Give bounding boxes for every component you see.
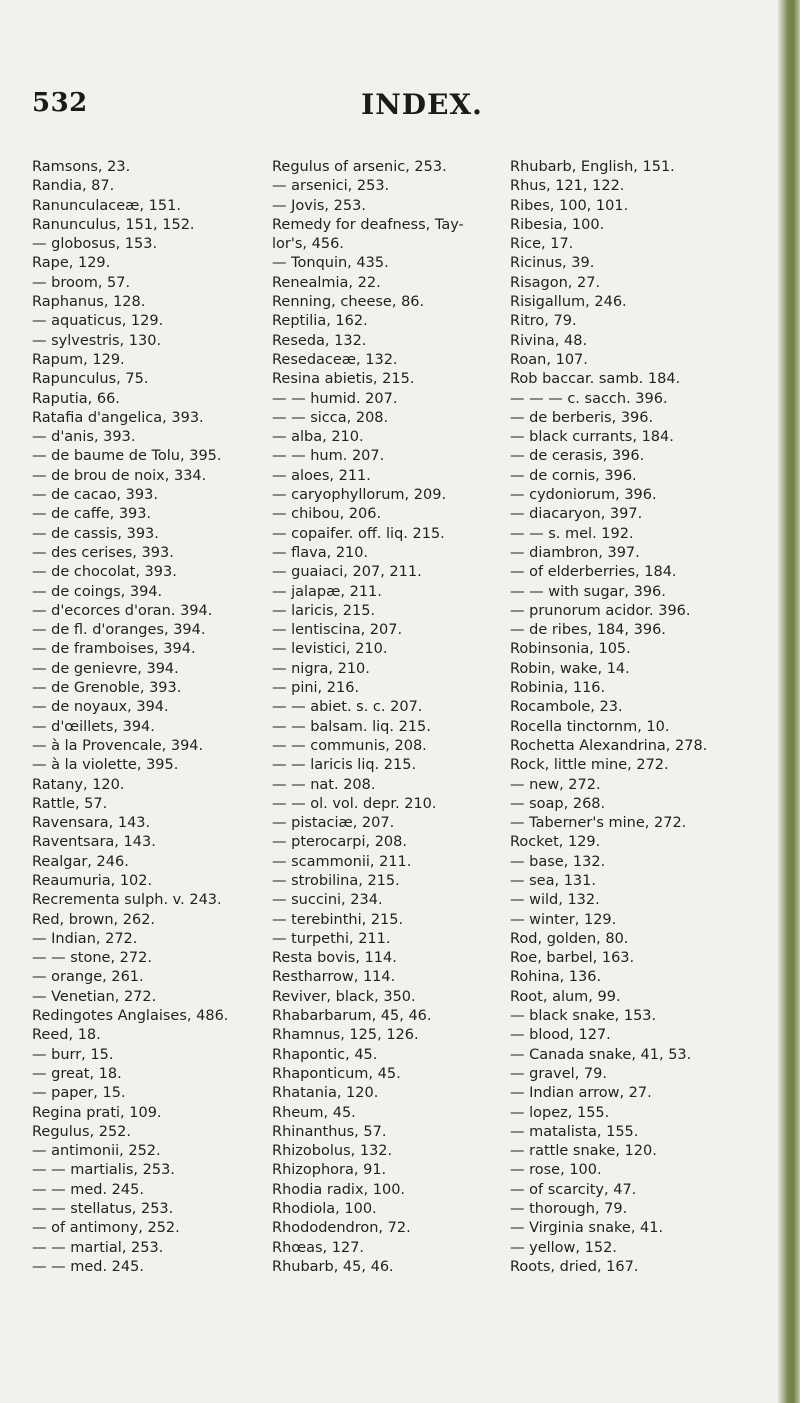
index-entry: — de brou de noix, 334.	[32, 467, 207, 484]
running-head: INDEX.	[361, 88, 483, 121]
index-entry: — rattle snake, 120.	[510, 1143, 657, 1160]
index-entry: Ribesia, 100.	[510, 216, 605, 233]
index-entry: Rhabarbarum, 45, 46.	[272, 1008, 432, 1025]
index-column-3	[510, 158, 760, 1277]
index-entry: — Venetian, 272.	[32, 988, 157, 1005]
index-entry: Ramsons, 23.	[32, 159, 131, 175]
index-entry: lor's, 456.	[272, 236, 344, 253]
index-entry: — rose, 100.	[510, 1162, 602, 1179]
index-entry: — — nat. 208.	[272, 776, 376, 793]
index-entry: — de ribes, 184, 396.	[510, 622, 666, 639]
index-entry: Renning, cheese, 86.	[272, 294, 425, 311]
index-entry: — — stellatus, 253.	[32, 1201, 174, 1218]
index-entry: Rhus, 121, 122.	[510, 178, 625, 195]
index-entry: Resta bovis, 114.	[272, 950, 397, 967]
index-entry: Roots, dried, 167.	[510, 1258, 639, 1275]
index-entry: — de berberis, 396.	[510, 409, 654, 426]
index-column-1	[32, 158, 282, 1277]
index-entry: — Taberner's mine, 272.	[510, 815, 687, 832]
index-entry: — de baume de Tolu, 395.	[32, 448, 222, 465]
index-entry: — Tonquin, 435.	[272, 255, 389, 272]
index-entry: Resedaceæ, 132.	[272, 351, 398, 368]
index-entry: — burr, 15.	[32, 1046, 114, 1063]
index-entry: — — laricis liq. 215.	[272, 757, 417, 774]
index-entry: Rattle, 57.	[32, 795, 108, 812]
index-entry: Recrementa sulph. v. 243.	[32, 892, 222, 909]
index-entry: Roan, 107.	[510, 351, 588, 368]
index-entry: — — martial, 253.	[32, 1239, 164, 1256]
index-entry: — — with sugar, 396.	[510, 583, 666, 600]
index-entry: Randia, 87.	[32, 178, 115, 195]
index-entry: Robinia, 116.	[510, 680, 606, 697]
index-entry: — — — c. sacch. 396.	[510, 390, 668, 407]
index-entry: — paper, 15.	[32, 1085, 126, 1102]
index-entry: Rhizobolus, 132.	[272, 1143, 393, 1160]
index-entry: — Canada snake, 41, 53.	[510, 1046, 692, 1063]
index-entry: Rod, golden, 80.	[510, 930, 629, 947]
index-entry: Restharrow, 114.	[272, 969, 396, 986]
index-entry: — diambron, 397.	[510, 544, 640, 561]
index-entry: — wild, 132.	[510, 892, 600, 909]
index-entry: — succini, 234.	[272, 892, 383, 909]
index-entry: — à la violette, 395.	[32, 757, 179, 774]
index-entry: — soap, 268.	[510, 795, 606, 812]
index-entry: — de fl. d'oranges, 394.	[32, 622, 206, 639]
page-number: 532	[32, 88, 88, 118]
index-entry: — — stone, 272.	[32, 950, 152, 967]
index-entry: — aquaticus, 129.	[32, 313, 164, 330]
index-entry: Ricinus, 39.	[510, 255, 595, 272]
index-entry: — guaiaci, 207, 211.	[272, 564, 422, 581]
index-entry: — de cacao, 393.	[32, 487, 158, 504]
index-columns	[32, 158, 772, 1398]
index-entry: — copaifer. off. liq. 215.	[272, 525, 445, 542]
index-entry: Reptilia, 162.	[272, 313, 368, 330]
index-entry: Ravensara, 143.	[32, 815, 151, 832]
index-entry: Root, alum, 99.	[510, 988, 621, 1005]
index-entry: — de caffe, 393.	[32, 506, 152, 523]
index-entry: — flava, 210.	[272, 544, 369, 561]
index-entry: — broom, 57.	[32, 274, 131, 291]
index-entry: — cydoniorum, 396.	[510, 487, 657, 504]
index-entry: Ranunculaceæ, 151.	[32, 197, 181, 214]
index-entry: Regulus, 252.	[32, 1123, 132, 1140]
index-entry: Rock, little mine, 272.	[510, 757, 669, 774]
index-entry: Rhapontic, 45.	[272, 1046, 378, 1063]
index-entry: — — humid. 207.	[272, 390, 398, 407]
index-entry: — black snake, 153.	[510, 1008, 657, 1025]
index-entry: Rheum, 45.	[272, 1104, 356, 1121]
index-entry: Rape, 129.	[32, 255, 111, 272]
index-entry: Reviver, black, 350.	[272, 988, 416, 1005]
index-entry: Reed, 18.	[32, 1027, 101, 1044]
index-entry: Rocket, 129.	[510, 834, 601, 851]
index-entry: Risigallum, 246.	[510, 294, 627, 311]
index-entry: — thorough, 79.	[510, 1201, 628, 1218]
index-entry: Ratafia d'angelica, 393.	[32, 409, 204, 426]
index-entry: — Indian, 272.	[32, 930, 138, 947]
index-entry: — caryophyllorum, 209.	[272, 487, 447, 504]
index-entry: — lopez, 155.	[510, 1104, 610, 1121]
index-entry: — blood, 127.	[510, 1027, 611, 1044]
index-entry: Renealmia, 22.	[272, 274, 381, 291]
index-entry: Rocella tinctornm, 10.	[510, 718, 670, 735]
index-entry: — aloes, 211.	[272, 467, 371, 484]
index-entry: — de cerasis, 396.	[510, 448, 645, 465]
index-entry: — — sicca, 208.	[272, 409, 389, 426]
index-entry: Remedy for deafness, Tay-	[272, 216, 464, 233]
index-entry: — sylvestris, 130.	[32, 332, 162, 349]
index-entry: — laricis, 215.	[272, 602, 376, 619]
index-entry: — de noyaux, 394.	[32, 699, 169, 716]
index-entry: — de Grenoble, 393.	[32, 680, 182, 697]
index-entry: — de coings, 394.	[32, 583, 163, 600]
index-entry: Rhamnus, 125, 126.	[272, 1027, 419, 1044]
index-entry: — globosus, 153.	[32, 236, 158, 253]
page-edge	[778, 0, 800, 1403]
index-entry: — — med. 245.	[32, 1181, 144, 1198]
index-entry: — alba, 210.	[272, 429, 364, 446]
index-entry: Rhaponticum, 45.	[272, 1065, 401, 1082]
index-entry: — nigra, 210.	[272, 660, 370, 677]
index-entry: — gravel, 79.	[510, 1065, 607, 1082]
index-entry: — strobilina, 215.	[272, 872, 400, 889]
index-entry: — prunorum acidor. 396.	[510, 602, 691, 619]
index-entry: — orange, 261.	[32, 969, 144, 986]
index-entry: Resina abietis, 215.	[272, 371, 415, 388]
index-entry: Robin, wake, 14.	[510, 660, 630, 677]
index-entry: — of antimony, 252.	[32, 1220, 180, 1237]
index-entry: — jalapæ, 211.	[272, 583, 382, 600]
index-entry: — Virginia snake, 41.	[510, 1220, 664, 1237]
index-entry: Redingotes Anglaises, 486.	[32, 1008, 229, 1025]
index-entry: — matalista, 155.	[510, 1123, 639, 1140]
index-entry: — de genievre, 394.	[32, 660, 179, 677]
index-entry: — — communis, 208.	[272, 737, 427, 754]
index-entry: — — balsam. liq. 215.	[272, 718, 431, 735]
index-entry: Rob baccar. samb. 184.	[510, 371, 681, 388]
index-entry: Ribes, 100, 101.	[510, 197, 629, 214]
index-entry: Ranunculus, 151, 152.	[32, 216, 195, 233]
index-entry: — — martialis, 253.	[32, 1162, 175, 1179]
index-entry: — de cornis, 396.	[510, 467, 637, 484]
index-entry: — des cerises, 393.	[32, 544, 174, 561]
index-entry: — black currants, 184.	[510, 429, 674, 446]
index-entry: Rhatania, 120.	[272, 1085, 379, 1102]
index-entry: — pini, 216.	[272, 680, 360, 697]
index-entry: Regulus of arsenic, 253.	[272, 159, 447, 175]
index-entry: — lentiscina, 207.	[272, 622, 403, 639]
index-entry: Rocambole, 23.	[510, 699, 623, 716]
index-entry: Red, brown, 262.	[32, 911, 156, 928]
index-entry: — Jovis, 253.	[272, 197, 366, 214]
index-entry: — de cassis, 393.	[32, 525, 159, 542]
index-entry: Realgar, 246.	[32, 853, 129, 870]
index-entry: Rhodiola, 100.	[272, 1201, 377, 1218]
index-entry: — great, 18.	[32, 1065, 122, 1082]
index-entry: Rhubarb, 45, 46.	[272, 1258, 394, 1275]
index-entry: — yellow, 152.	[510, 1239, 617, 1256]
index-entry: Rochetta Alexandrina, 278.	[510, 737, 708, 754]
index-entry: Rice, 17.	[510, 236, 574, 253]
index-entry: — levistici, 210.	[272, 641, 388, 658]
index-entry: — terebinthi, 215.	[272, 911, 404, 928]
index-entry: Rapunculus, 75.	[32, 371, 149, 388]
index-entry: — diacaryon, 397.	[510, 506, 643, 523]
index-entry: Raventsara, 143.	[32, 834, 156, 851]
index-entry: — arsenici, 253.	[272, 178, 390, 195]
index-entry: — scammonii, 211.	[272, 853, 412, 870]
index-entry: Ritro, 79.	[510, 313, 577, 330]
index-entry: — Indian arrow, 27.	[510, 1085, 652, 1102]
index-entry: — sea, 131.	[510, 872, 596, 889]
index-entry: — new, 272.	[510, 776, 601, 793]
index-entry: Raputia, 66.	[32, 390, 120, 407]
index-entry: — — med. 245.	[32, 1258, 144, 1275]
index-entry: — — s. mel. 192.	[510, 525, 634, 542]
index-entry: — pterocarpi, 208.	[272, 834, 407, 851]
index-entry: — d'ecorces d'oran. 394.	[32, 602, 213, 619]
index-entry: Rhododendron, 72.	[272, 1220, 411, 1237]
index-entry: Rohina, 136.	[510, 969, 602, 986]
index-entry: — pistaciæ, 207.	[272, 815, 395, 832]
index-entry: Rhœas, 127.	[272, 1239, 365, 1256]
index-entry: Rhodia radix, 100.	[272, 1181, 406, 1198]
index-entry: — winter, 129.	[510, 911, 617, 928]
index-entry: — turpethi, 211.	[272, 930, 391, 947]
index-entry: — antimonii, 252.	[32, 1143, 161, 1160]
index-column-2	[272, 158, 522, 1277]
index-entry: — d'anis, 393.	[32, 429, 136, 446]
index-entry: Reaumuria, 102.	[32, 872, 153, 889]
index-entry: — à la Provencale, 394.	[32, 737, 204, 754]
index-entry: Reseda, 132.	[272, 332, 367, 349]
index-entry: — of elderberries, 184.	[510, 564, 677, 581]
index-entry: — — ol. vol. depr. 210.	[272, 795, 437, 812]
index-entry: — of scarcity, 47.	[510, 1181, 637, 1198]
index-entry: Ratany, 120.	[32, 776, 125, 793]
index-entry: Rhizophora, 91.	[272, 1162, 387, 1179]
index-entry: Roe, barbel, 163.	[510, 950, 635, 967]
index-entry: — chibou, 206.	[272, 506, 382, 523]
index-entry: Raphanus, 128.	[32, 294, 146, 311]
index-entry: Robinsonia, 105.	[510, 641, 631, 658]
index-entry: — de framboises, 394.	[32, 641, 196, 658]
page-header	[32, 88, 772, 128]
index-entry: — de chocolat, 393.	[32, 564, 177, 581]
index-entry: — — abiet. s. c. 207.	[272, 699, 423, 716]
index-entry: — — hum. 207.	[272, 448, 385, 465]
index-entry: Rapum, 129.	[32, 351, 125, 368]
index-entry: Risagon, 27.	[510, 274, 601, 291]
index-entry: — base, 132.	[510, 853, 606, 870]
index-entry: — d'œillets, 394.	[32, 718, 155, 735]
index-entry: Rhinanthus, 57.	[272, 1123, 387, 1140]
index-entry: Regina prati, 109.	[32, 1104, 162, 1121]
index-entry: Rivina, 48.	[510, 332, 588, 349]
index-entry: Rhubarb, English, 151.	[510, 159, 675, 175]
